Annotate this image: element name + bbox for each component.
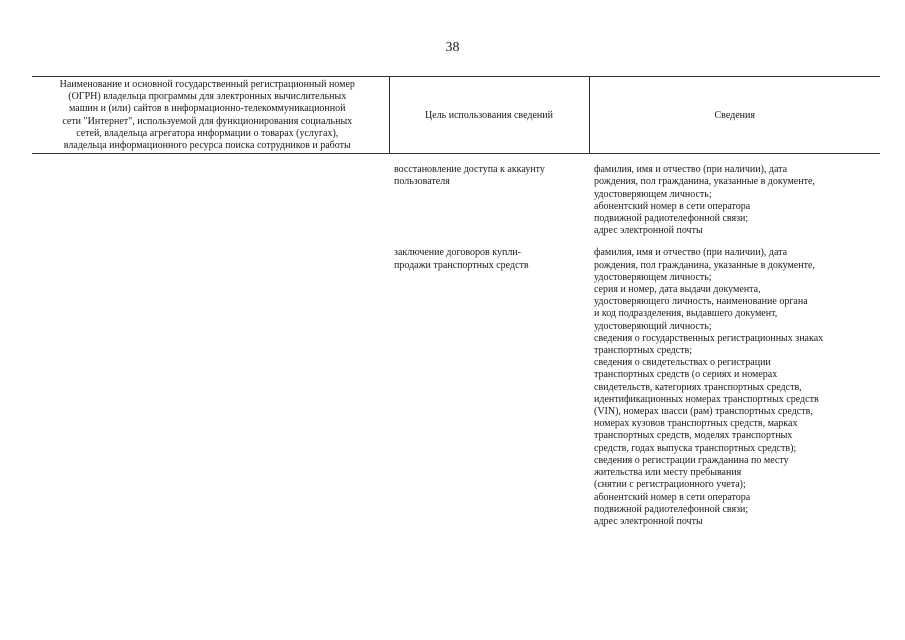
header-purpose: Цель использования сведений <box>389 77 589 154</box>
info-line: и код подразделения, выдавшего документ, <box>594 308 778 320</box>
info-line: идентификационных номерах транспортных средств <box>594 393 819 405</box>
header-owner-line: владельца информационного ресурса поиска сотрудников и работы <box>63 140 351 152</box>
cell-purpose <box>389 237 589 528</box>
purpose-line: заключение договоров купли- <box>394 247 521 259</box>
purpose-line: пользователя <box>394 176 450 188</box>
info-line: рождения, пол гражданина, указанные в документе, <box>594 259 815 271</box>
info-line: номерах кузовов транспортных средств, марках <box>594 418 798 430</box>
info-line: транспортных средств (о сериях и номерах <box>594 369 778 381</box>
info-line: подвижной радиотелефонной связи; <box>594 213 749 225</box>
info-line: (VIN), номерах шасси (рам) транспортных средств, <box>594 406 813 418</box>
info-line: серия и номер, дата выдачи документа, <box>594 284 761 296</box>
info-line: рождения, пол гражданина, указанные в документе, <box>594 176 815 188</box>
info-line: сведения о свидетельствах о регистрации <box>594 357 771 369</box>
info-line: удостоверяющего личность, наименование органа <box>594 296 808 308</box>
info-line: адрес электронной почты <box>594 225 703 237</box>
cell-info <box>589 237 880 528</box>
header-owner-line: (ОГРН) владельца программы для электронных вычислительных <box>68 91 347 103</box>
table-row <box>32 154 880 238</box>
table-row <box>32 237 880 528</box>
header-owner-line: сети "Интернет", используемой для функционирования социальных <box>62 115 353 127</box>
cell-info <box>589 154 880 238</box>
info-line: подвижной радиотелефонной связи; <box>594 503 749 515</box>
cell-owner <box>32 154 389 238</box>
info-line: абонентский номер в сети оператора <box>594 200 751 212</box>
info-line: транспортных средств, моделях транспортных <box>594 430 793 442</box>
info-line: жительства или месту пребывания <box>594 467 742 479</box>
table-header-row <box>32 77 880 154</box>
info-line: сведения о государственных регистрационных знаках <box>594 332 824 344</box>
info-line: удостоверяющем личность; <box>594 271 712 283</box>
purpose-line: продажи транспортных средств <box>394 259 529 271</box>
info-line: сведения о регистрации гражданина по месту <box>594 454 789 466</box>
purpose-line: восстановление доступа к аккаунту <box>394 164 545 176</box>
header-owner <box>32 77 389 154</box>
data-table <box>32 76 880 528</box>
info-line: транспортных средств; <box>594 345 693 357</box>
page-number: 38 <box>445 40 460 55</box>
info-line: абонентский номер в сети оператора <box>594 491 751 503</box>
cell-purpose <box>389 154 589 238</box>
info-line: средств, годах выпуска транспортных средств); <box>594 442 797 454</box>
header-owner-line: Наименование и основной государственный регистрационный номер <box>59 79 355 90</box>
info-line: фамилия, имя и отчество (при наличии), дата <box>594 247 788 259</box>
info-line: фамилия, имя и отчество (при наличии), дата <box>594 164 788 176</box>
info-line: свидетельств, категориях транспортных средств, <box>594 381 802 393</box>
info-line: удостоверяющий личность; <box>594 320 712 332</box>
info-line: (снятии с регистрационного учета); <box>594 479 746 491</box>
info-line: удостоверяющем личность; <box>594 188 712 200</box>
cell-owner <box>32 237 389 528</box>
header-info: Сведения <box>589 77 880 154</box>
info-line: адрес электронной почты <box>594 515 703 527</box>
header-owner-line: сетей, владельца агрегатора информации о товарах (услугах), <box>76 127 339 139</box>
header-owner-line: машин и (или) сайтов в информационно-телекоммуникационной <box>69 103 346 115</box>
